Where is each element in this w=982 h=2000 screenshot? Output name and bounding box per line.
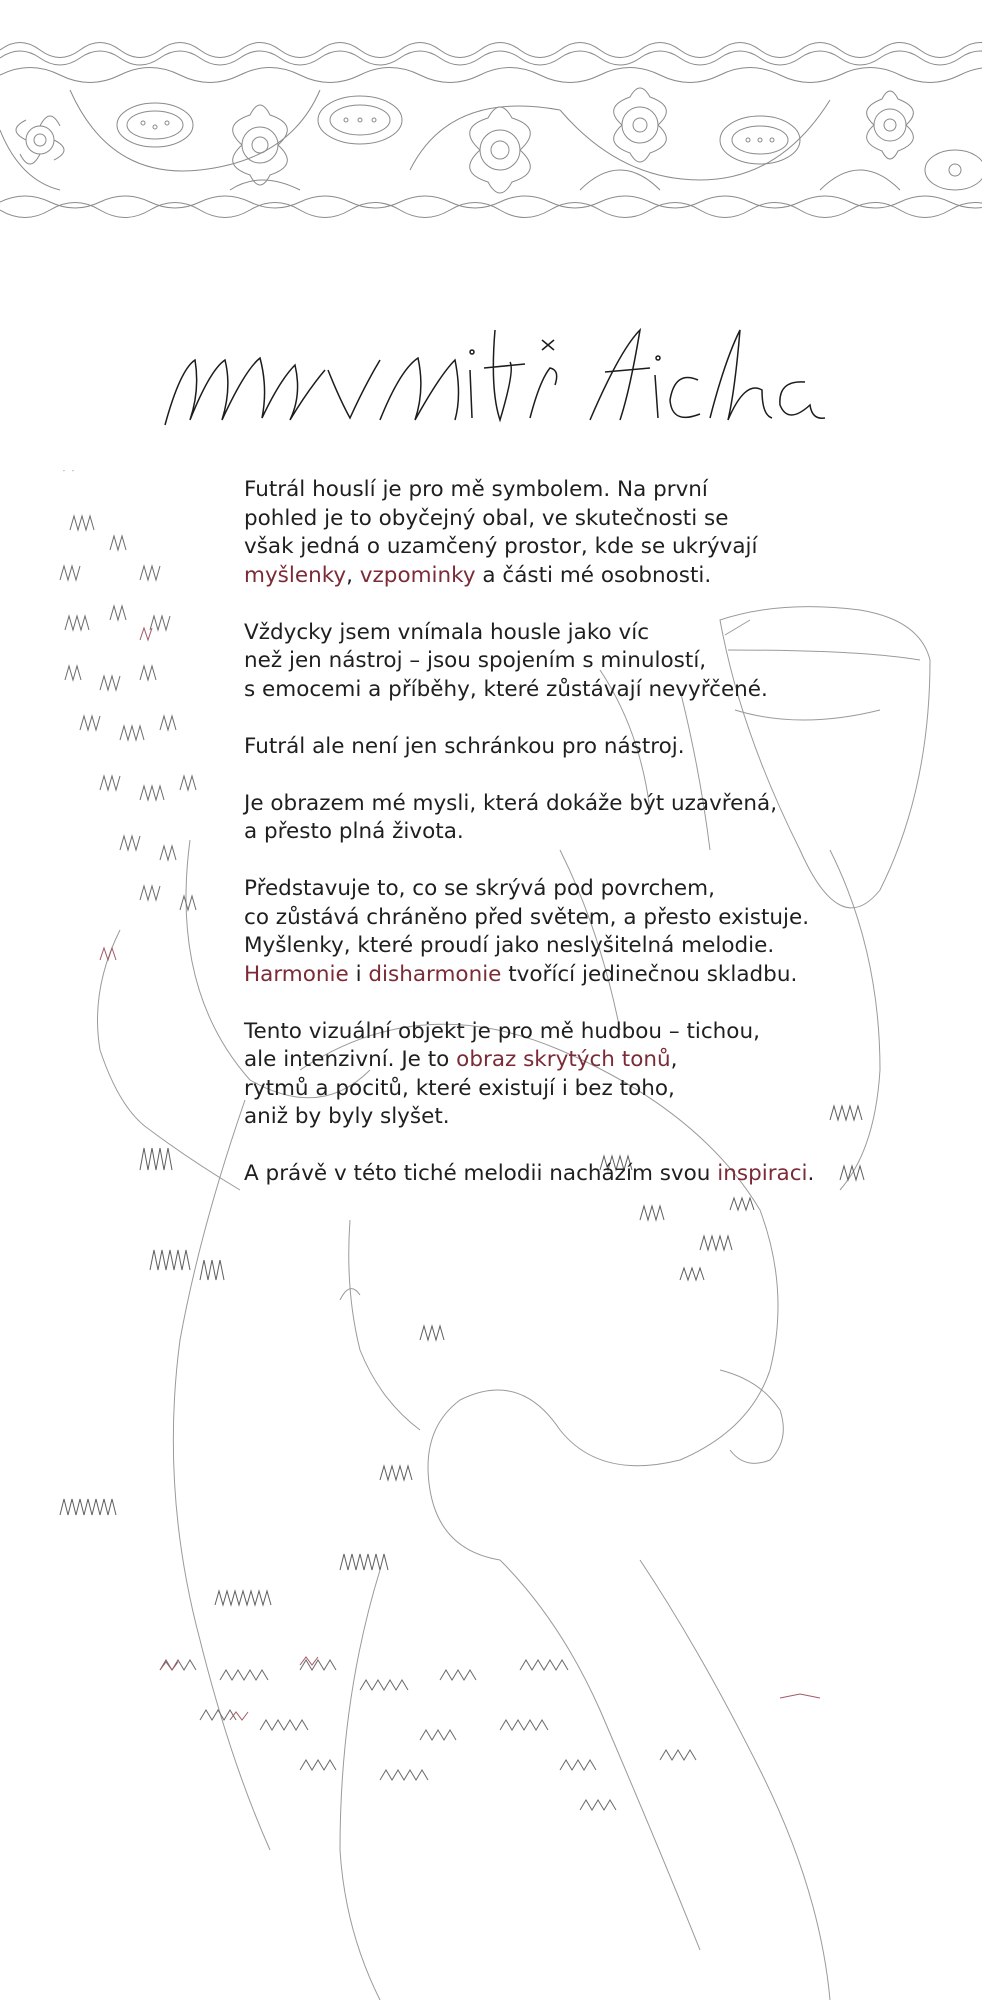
text-segment: pohled je to obyčejný obal, ve skutečnosti se [244, 505, 729, 531]
text-segment: i [348, 961, 369, 987]
text-segment: Myšlenky, které proudí jako neslyšitelná melodie. [244, 933, 775, 958]
text-line [244, 932, 844, 961]
text-segment: ale intenzivní. Je to [244, 1047, 457, 1072]
text-line [244, 647, 844, 676]
text-segment: s emocemi a příběhy, které zůstávají nevyřčené. [244, 676, 768, 702]
text-line [244, 875, 844, 904]
highlighted-word: myšlenky [244, 562, 347, 588]
text-line [244, 818, 844, 847]
handwritten-title-icon [150, 310, 840, 450]
text-segment: , [346, 562, 360, 588]
text-segment: však jedná o uzamčený prostor, kde se ukrývají [244, 534, 758, 559]
paragraph [244, 790, 844, 847]
text-line [244, 961, 844, 990]
text-segment: , [670, 1047, 678, 1072]
page-title [150, 310, 840, 450]
text-segment: Futrál ale není jen schránkou pro nástroj. [244, 733, 685, 759]
text-segment: aniž by byly slyšet. [244, 1104, 450, 1129]
lace-border-icon [0, 30, 982, 230]
text-segment: a přesto plná života. [244, 819, 464, 844]
paragraph [244, 1160, 844, 1189]
highlighted-word: obraz skrytých tonů [456, 1047, 671, 1072]
paragraph [244, 1018, 844, 1132]
text-segment: rytmů a pocitů, které existují i bez toho, [244, 1075, 675, 1101]
text-line [244, 1018, 844, 1047]
text-segment: A právě v této tiché melodii nacházím svou [244, 1161, 718, 1186]
text-line [244, 904, 844, 933]
paragraph [244, 476, 844, 590]
text-line [244, 562, 844, 591]
text-line [244, 1046, 844, 1075]
text-segment: a části mé osobnosti. [475, 562, 712, 588]
text-line [244, 619, 844, 648]
text-segment: Představuje to, co se skrývá pod povrchem, [244, 876, 715, 901]
highlighted-word: disharmonie [368, 961, 502, 987]
text-segment: než jen nástroj – jsou spojením s minulostí, [244, 648, 707, 673]
text-segment: tvořící jedinečnou skladbu. [501, 961, 798, 987]
paragraph [244, 875, 844, 989]
body-text [244, 476, 844, 1217]
text-segment: . [807, 1161, 815, 1186]
highlighted-word: vzpominky [359, 562, 476, 588]
text-line [244, 733, 844, 762]
paragraph [244, 619, 844, 705]
text-segment: co zůstává chráněno před světem, a přesto existuje. [244, 904, 810, 930]
text-line [244, 676, 844, 705]
highlighted-word: Harmonie [244, 961, 349, 987]
text-segment: Je obrazem mé mysli, která dokáže být uzavřená, [244, 790, 778, 816]
text-segment: Futrál houslí je pro mě symbolem. Na první [244, 477, 708, 502]
text-line [244, 505, 844, 534]
paragraph [244, 733, 844, 762]
text-line [244, 476, 844, 505]
highlighted-word: inspiraci [717, 1161, 808, 1186]
text-segment: Tento vizuální objekt je pro mě hudbou – tichou, [244, 1018, 760, 1044]
text-line [244, 790, 844, 819]
text-line [244, 1103, 844, 1132]
text-line [244, 1160, 844, 1189]
text-line [244, 1075, 844, 1104]
text-segment: Vždycky jsem vnímala housle jako víc [244, 619, 650, 645]
text-line [244, 533, 844, 562]
